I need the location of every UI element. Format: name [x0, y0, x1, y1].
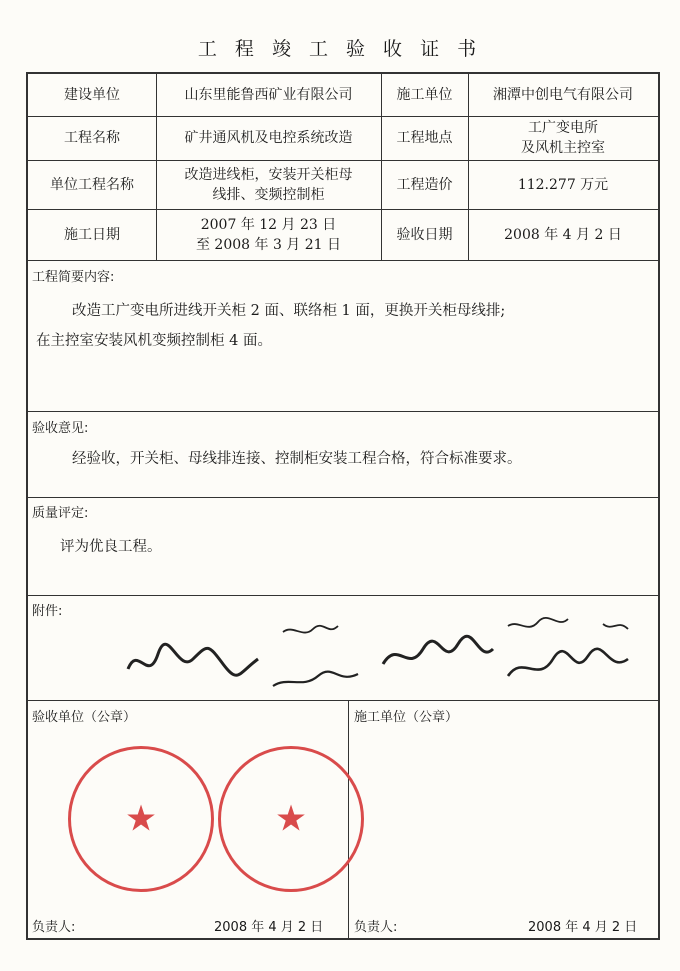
- summary-text-1: 改造工广变电所进线开关柜 2 面、联络柜 1 面，更换开关柜母线排;: [72, 303, 506, 319]
- opinion-label: 验收意见:: [32, 421, 89, 436]
- cost-label: 工程造价: [396, 176, 453, 193]
- construct-head-label: 负责人:: [354, 920, 398, 935]
- build-date-value: [156, 209, 381, 260]
- section-divider: [28, 595, 658, 596]
- accept-date-label: 验收日期: [396, 226, 453, 243]
- construct-unit-value: 湘潭中创电气有限公司: [493, 87, 633, 103]
- section-divider: [28, 700, 658, 701]
- build-date-label: 施工日期: [64, 226, 120, 243]
- build-date-end: 至 2008 年 3 月 21 日: [195, 236, 342, 253]
- cost-value: 112.277 万元: [517, 176, 609, 193]
- accept-date-value: 2008 年 4 月 2 日: [504, 226, 622, 243]
- project-site-line-1: 工广变电所: [528, 120, 598, 136]
- accept-unit-seal: [68, 746, 214, 892]
- certificate-title: 工 程 竣 工 验 收 证 书: [197, 38, 483, 60]
- row-divider: [28, 260, 658, 261]
- accept-unit-label: 验收单位（公章）: [32, 710, 137, 725]
- section-divider: [28, 411, 658, 412]
- summary-text-2: 在主控室安装风机变频控制柜 4 面。: [36, 333, 272, 349]
- opinion-text: 经验收，开关柜、母线排连接、控制柜安装工程合格，符合标准要求。: [72, 451, 522, 467]
- build-unit-value: 山东里能鲁西矿业有限公司: [184, 87, 353, 103]
- project-site-line-2: 及风机主控室: [521, 140, 605, 156]
- star-icon: ★: [124, 798, 158, 840]
- unit-project-label: 单位工程名称: [50, 176, 134, 193]
- summary-label: 工程简要内容:: [32, 270, 115, 285]
- project-site-label: 工程地点: [396, 130, 453, 146]
- construct-unit-label: 施工单位: [396, 87, 453, 103]
- project-name-label: 工程名称: [64, 130, 120, 146]
- quality-text: 评为优良工程。: [60, 539, 162, 555]
- build-unit-label: 建设单位: [64, 87, 120, 103]
- build-date-start: 2007 年 12 月 23 日: [200, 216, 337, 233]
- star-icon: ★: [274, 798, 308, 840]
- construct-date: 2008 年 4 月 2 日: [528, 920, 638, 935]
- unit-project-line-2: 线排、变频控制柜: [212, 186, 325, 203]
- certificate-form: [26, 72, 660, 940]
- unit-project-line-1: 改造进线柜，安装开关柜母: [184, 166, 353, 183]
- quality-label: 质量评定:: [32, 506, 89, 521]
- construct-unit-seal: [218, 746, 364, 892]
- construct-unit-seal-label: 施工单位（公章）: [354, 710, 459, 725]
- accept-head-label: 负责人:: [32, 920, 76, 935]
- section-divider: [28, 497, 658, 498]
- project-name-value: 矿井通风机及电控系统改造: [184, 130, 353, 146]
- handwritten-signatures: [108, 614, 638, 700]
- project-site-value: [468, 116, 658, 160]
- accept-date: 2008 年 4 月 2 日: [214, 920, 324, 935]
- unit-project-value: [156, 160, 381, 209]
- attachment-label: 附件:: [32, 604, 63, 619]
